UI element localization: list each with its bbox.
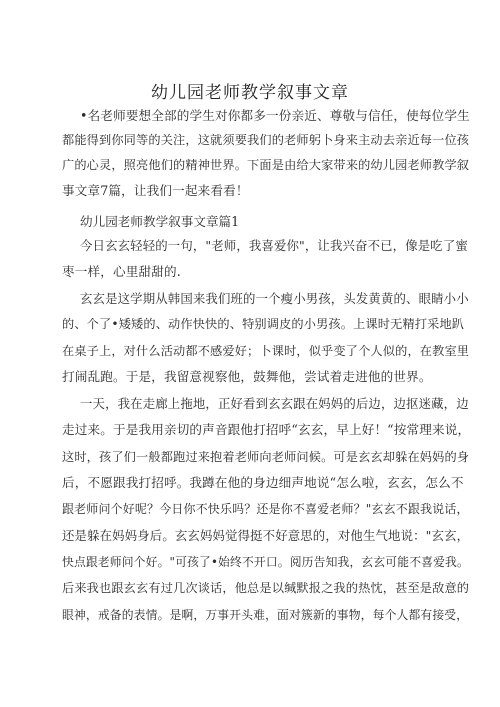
paragraph-line: 在桌子上，对什么活动都不感爱好；卜课时，似乎变了个人似的，在教室里	[62, 344, 470, 358]
intro-line: •名老师要想全部的学生对你都多一份亲近、尊敬与信任，使每位学生	[80, 108, 470, 123]
paragraph-line: 一天，我在走廊上拖地，正好看到玄玄跟在妈妈的后边，边抠迷藏，边	[80, 396, 469, 411]
paragraph-line: 打闹乱跑。于是，我留意视察他，鼓舞他，尝试着走进他的世界。	[62, 369, 432, 384]
paragraph-line: 快点跟老师问个好。"可孩了•始终不开口。阅历告知我，玄玄可能不喜爱我。	[62, 555, 469, 569]
intro-line: 都能得到你同等的关注，这就须要我们的老师躬卜身来主动去亲近每一位孩	[62, 133, 470, 147]
paragraph-line: 后来我也跟玄玄有过几次谈话，他总是以缄默报之我的热忱，甚至是敌意的	[62, 581, 470, 595]
section-heading: 幼儿园老师教学叙事文章篇1	[80, 214, 240, 229]
paragraph-line: 的、个了•矮矮的、动作快快的、特别调皮的小男孩。上课时无精打采地趴	[62, 317, 465, 331]
paragraph-line: 枣一样，心里甜甜的.	[62, 264, 181, 279]
paragraph-line: 跟老师问个好呢？今日你不快乐吗？还是你不喜爱老师？"玄玄不跟我说话，	[62, 502, 469, 516]
paragraph-line: 眼神，戒备的表情。是啊，万事开头难，面对簇新的事物，每个人都有接受，	[62, 608, 469, 622]
paragraph-line: 玄玄是这学期从韩国来我们班的一个瘦小男孩，头发黄黄的、眼睛小小	[80, 291, 469, 306]
paragraph-line: 这时，孩了们一般都跑过来抱着老师向老师问候。可是玄玄却躲在妈妈的身	[62, 450, 470, 464]
paragraph-line: 今日玄玄轻轻的一句，"老师，我喜爱你"，让我兴奋不已，像是吃了蜜	[80, 238, 468, 253]
paragraph-line: 还是躲在妈妈身后。玄玄妈妈觉得挺不好意思的，对他生气地说："玄玄，	[62, 528, 470, 543]
document-title: 幼儿园老师教学叙事文章	[151, 83, 349, 103]
paragraph-line: 走过来。于是我用亲切的声音跟他打招呼“玄玄，早上好！“按常理来说，	[62, 422, 471, 437]
intro-line: 广的心灵，照亮他们的精神世界。下面是由给大家带来的幼儿园老师教学叙	[62, 158, 470, 172]
intro-line: 事文章7篇，让我们一起来看看！	[62, 183, 249, 198]
paragraph-line: 后，不愿跟我打招呼。我蹲在他的身边细声地说“怎么啦，玄玄，怎么不	[62, 475, 464, 490]
